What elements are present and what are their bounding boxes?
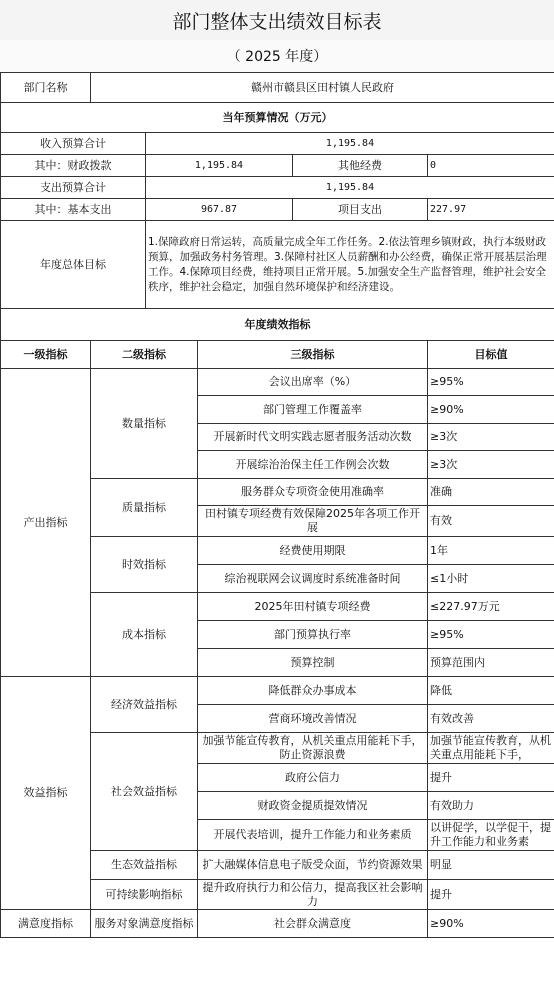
perf-header: 年度绩效指标 <box>1 309 554 341</box>
l3-cell: 会议出席率（%） <box>198 369 428 396</box>
l3-cell: 降低群众办事成本 <box>198 677 428 705</box>
l3-cell: 开展代表培训，提升工作能力和业务素质 <box>198 820 428 851</box>
fiscal-label: 其中：财政拨款 <box>1 155 146 177</box>
basic-label: 其中：基本支出 <box>1 199 146 221</box>
l1-output: 产出指标 <box>1 369 91 677</box>
goal-text: 1.保障政府日常运转，高质量完成全年工作任务。2.依法管理乡镇财政，执行本级财政预算，加强政务村务管理。3.保障村社区人员薪酬和办公经费，确保正常开展基层治理工作。4.保障项目经费，维持项目正常开展。5.加强安全生产监督管理，维护社会安全秩序，维护社会稳定，加强自然环境保护和经济建设。 <box>146 221 554 309</box>
l3-cell: 服务群众专项资金使用准确率 <box>198 479 428 506</box>
project-value: 227.97 <box>428 199 554 221</box>
target-cell: 明显 <box>428 851 554 880</box>
l3-cell: 加强节能宣传教育，从机关重点用能耗下手，防止资源浪费 <box>198 733 428 764</box>
col-l1: 一级指标 <box>1 341 91 369</box>
l3-cell: 部门预算执行率 <box>198 621 428 649</box>
other-label: 其他经费 <box>293 155 428 177</box>
target-cell: 有效改善 <box>428 705 554 733</box>
l3-cell: 扩大融媒体信息电子版受众面，节约资源效果 <box>198 851 428 880</box>
goal-label: 年度总体目标 <box>1 221 146 309</box>
l2-service-satisfaction: 服务对象满意度指标 <box>91 910 198 938</box>
budget-header: 当年预算情况（万元） <box>1 103 554 133</box>
income-total-label: 收入预算合计 <box>1 133 146 155</box>
l3-cell: 提升政府执行力和公信力，提高我区社会影响力 <box>198 880 428 910</box>
l3-cell: 综治视联网会议调度时系统准备时间 <box>198 565 428 593</box>
l2-quality: 质量指标 <box>91 479 198 537</box>
target-cell: 准确 <box>428 479 554 506</box>
l1-satisfaction: 满意度指标 <box>1 910 91 938</box>
l3-cell: 2025年田村镇专项经费 <box>198 593 428 621</box>
expense-total-label: 支出预算合计 <box>1 177 146 199</box>
l3-cell: 开展综治治保主任工作例会次数 <box>198 451 428 479</box>
sheet-year: （ 2025 年度） <box>0 40 554 72</box>
income-total-value: 1,195.84 <box>146 133 554 155</box>
l3-cell: 预算控制 <box>198 649 428 677</box>
l3-cell: 社会群众满意度 <box>198 910 428 938</box>
project-label: 项目支出 <box>293 199 428 221</box>
target-cell: 预算范围内 <box>428 649 554 677</box>
target-cell: 有效助力 <box>428 792 554 820</box>
target-cell: 有效 <box>428 506 554 537</box>
l1-benefit: 效益指标 <box>1 677 91 910</box>
l3-cell: 开展新时代文明实践志愿者服务活动次数 <box>198 424 428 451</box>
target-cell: 1年 <box>428 537 554 565</box>
l2-social: 社会效益指标 <box>91 733 198 851</box>
col-l2: 二级指标 <box>91 341 198 369</box>
dept-label: 部门名称 <box>1 73 91 103</box>
col-l3: 三级指标 <box>198 341 428 369</box>
fiscal-value: 1,195.84 <box>146 155 293 177</box>
l3-cell: 营商环境改善情况 <box>198 705 428 733</box>
l2-quantity: 数量指标 <box>91 369 198 479</box>
col-target: 目标值 <box>428 341 554 369</box>
l3-cell: 经费使用期限 <box>198 537 428 565</box>
l2-sustainable: 可持续影响指标 <box>91 880 198 910</box>
dept-name: 赣州市赣县区田村镇人民政府 <box>91 73 554 103</box>
l3-cell: 田村镇专项经费有效保障2025年各项工作开展 <box>198 506 428 537</box>
other-value: 0 <box>428 155 554 177</box>
target-cell: 加强节能宣传教育，从机关重点用能耗下手， <box>428 733 554 764</box>
target-cell: 以讲促学，以学促干，提升工作能力和业务素 <box>428 820 554 851</box>
target-cell: ≥95% <box>428 369 554 396</box>
l2-cost: 成本指标 <box>91 593 198 677</box>
l3-cell: 部门管理工作覆盖率 <box>198 396 428 424</box>
target-cell: ≤1小时 <box>428 565 554 593</box>
target-cell: 降低 <box>428 677 554 705</box>
target-cell: ≥95% <box>428 621 554 649</box>
target-cell: ≥90% <box>428 396 554 424</box>
target-cell: ≤227.97万元 <box>428 593 554 621</box>
l3-cell: 财政资金提质提效情况 <box>198 792 428 820</box>
sheet-title: 部门整体支出绩效目标表 <box>0 0 554 40</box>
target-cell: ≥3次 <box>428 424 554 451</box>
l2-economic: 经济效益指标 <box>91 677 198 733</box>
basic-value: 967.87 <box>146 199 293 221</box>
goal-table <box>0 72 554 938</box>
expense-total-value: 1,195.84 <box>146 177 554 199</box>
l2-ecological: 生态效益指标 <box>91 851 198 880</box>
l3-cell: 政府公信力 <box>198 764 428 792</box>
l2-timeliness: 时效指标 <box>91 537 198 593</box>
target-cell: ≥3次 <box>428 451 554 479</box>
target-cell: 提升 <box>428 880 554 910</box>
target-cell: ≥90% <box>428 910 554 938</box>
target-cell: 提升 <box>428 764 554 792</box>
